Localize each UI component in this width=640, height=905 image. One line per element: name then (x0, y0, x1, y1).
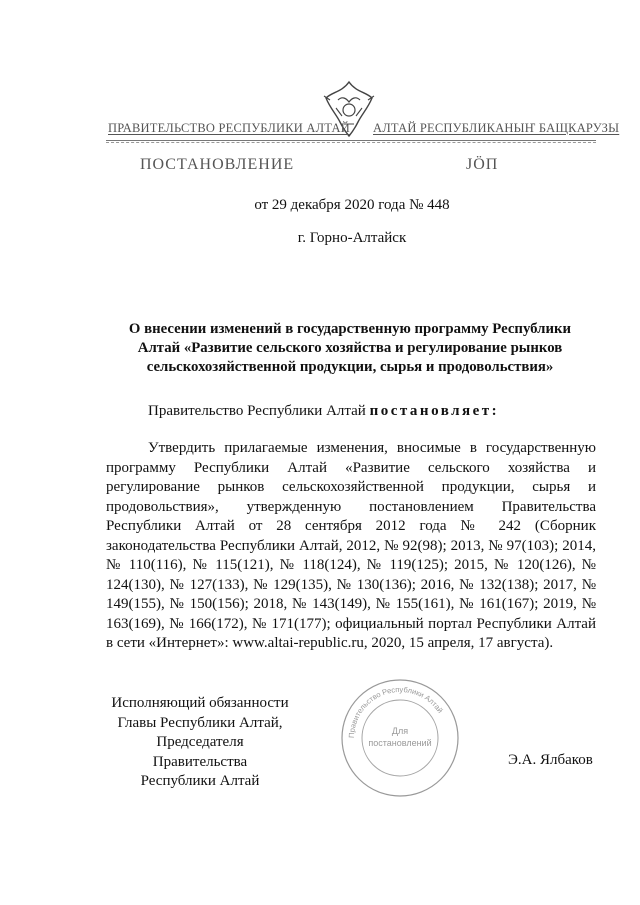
signatory-line-4: Республики Алтай (140, 773, 260, 789)
date-number: от 29 декабря 2020 года № 448 (254, 197, 450, 213)
signatory-line-1: Исполняющий обязанности (111, 695, 289, 711)
stamp-center-line-2: постановлений (368, 738, 432, 748)
document-title: О внесении изменений в государственную программу Республики Алтай «Развитие сельского хозяйства и регулирование рынков сельскохозяйственной продукции, сырья и продовольствия» (128, 321, 572, 375)
body-paragraph: Утвердить прилагаемые изменения, вносимые в государственную программу Республики Алтай «Развитие сельского хозяйства и регулирование рынков сельскохозяйственной продукции, сырья и продовольствия», утвержденную постановлением Правительства Республики Алтай от 28 сентября 2012 года № 242 (Сборник законодательства Республики Алтай, 2012, № 92(98); 2013, № 97(103); 2014, № 110(116), № 115(121), № 118(124), № 119(125); 2015, № 120(126), № 124(130), № 127(133), № 129(135), № 130(136); 2016, № 132(138); 2017, № 149(155), № 150(156); 2018, № 143(149), № 155(161), № 161(167); 2019, № 163(169), № 166(172), № 171(177); официальный портал Республики Алтай в сети «Интернет»: www.altai-republic.ru, 2020, 15 апреля, 17 августа). (106, 440, 596, 651)
preamble-text: Правительство Республики Алтай (148, 403, 366, 419)
city: г. Горно-Алтайск (297, 230, 407, 246)
header-rule (106, 140, 596, 141)
government-name-russian: ПРАВИТЕЛЬСТВО РЕСПУБЛИКИ АЛТАЙ (108, 121, 350, 135)
stamp-center-line-1: Для (391, 726, 409, 736)
preamble (148, 403, 499, 420)
preamble-emphasis: постановляет: (369, 403, 500, 419)
document-type-russian: ПОСТАНОВЛЕНИЕ (140, 156, 295, 173)
government-name-altai: АЛТАЙ РЕСПУБЛИКАНЫҤ БАЩКАРУЗЫ (373, 121, 620, 135)
signatory-line-2: Главы Республики Алтай, (117, 714, 283, 731)
header-rule-secondary (106, 142, 596, 143)
signatory-line-3: Председателя Правительства (152, 734, 248, 770)
signer-name: Э.А. Ялбаков (508, 752, 593, 768)
official-stamp (338, 676, 462, 800)
document-type-altai: ЈӦП (466, 156, 499, 173)
signatory-title (110, 694, 290, 792)
stamp-ring-text: Правительство Республики Алтай (346, 684, 445, 739)
